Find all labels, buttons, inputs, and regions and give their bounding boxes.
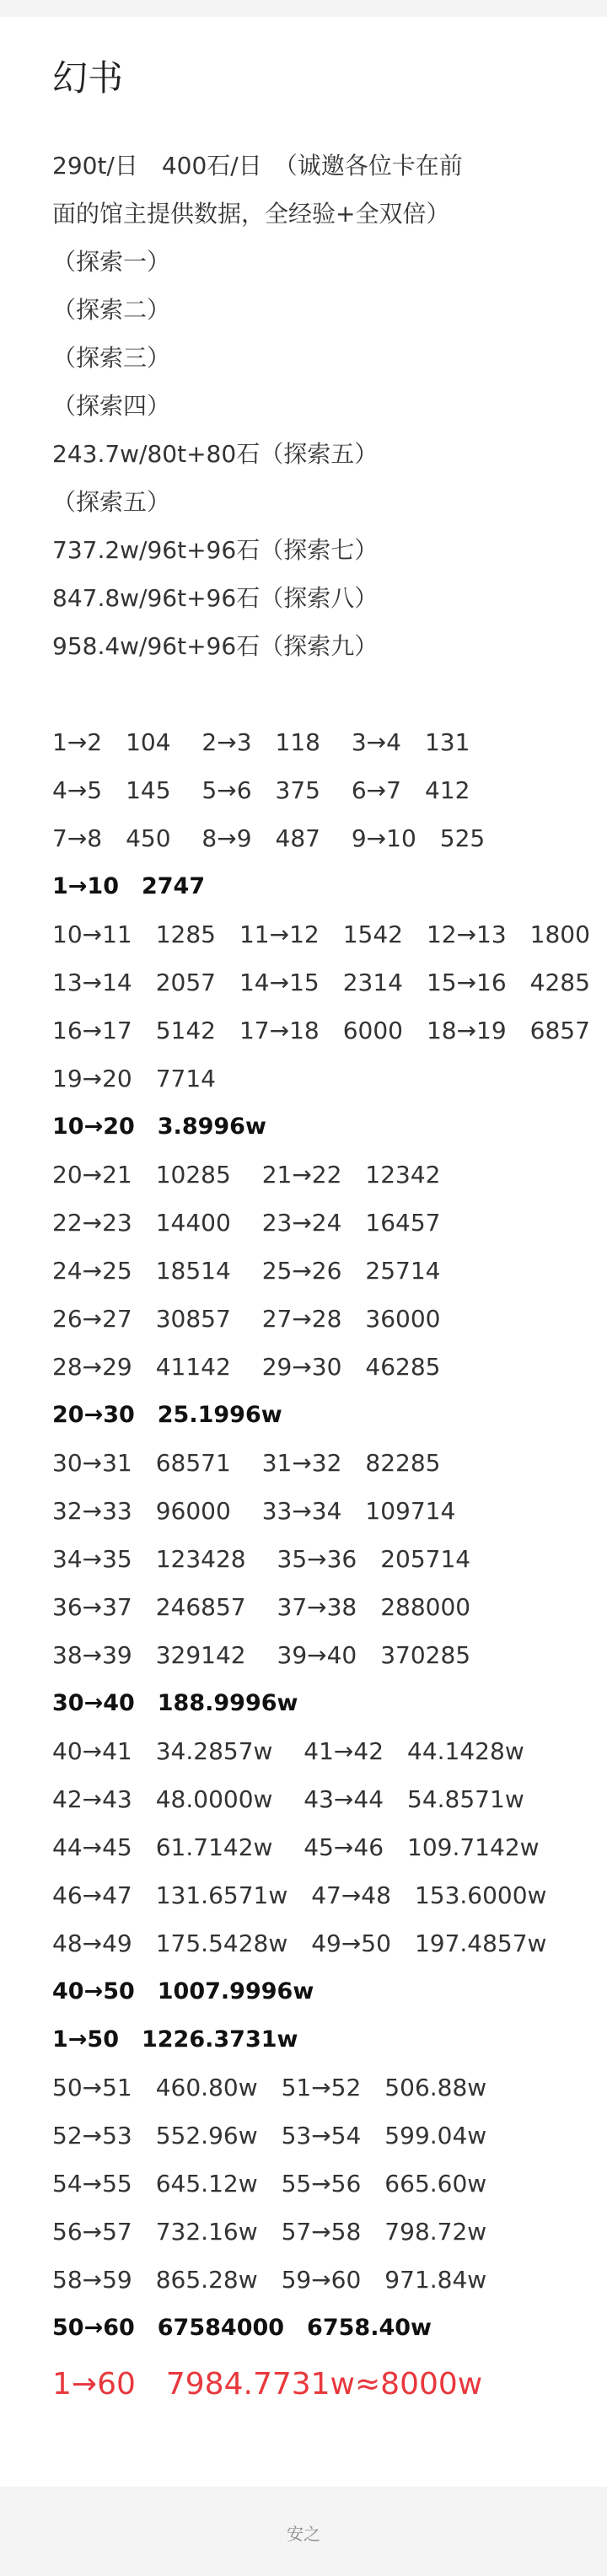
text-line: 1→2 104 2→3 118 3→4 131	[52, 728, 470, 756]
blank-line	[52, 670, 575, 718]
text-line: 13→14 2057 14→15 2314 15→16 4285	[52, 969, 590, 996]
summary-line: 30→40 188.9996w	[52, 1690, 298, 1716]
summary-line: 20→30 25.1996w	[52, 1402, 282, 1428]
text-line: 290t/日 400石/日 （诚邀各位卡在前	[52, 152, 463, 180]
summary-line: 50→60 67584000 6758.40w	[52, 2315, 432, 2341]
text-line: 10→11 1285 11→12 1542 12→13 1800	[52, 920, 590, 948]
text-line: 30→31 68571 31→32 82285	[52, 1449, 441, 1477]
text-line: 46→47 131.6571w 47→48 153.6000w	[52, 1881, 547, 1909]
text-line: （探索四）	[52, 392, 171, 420]
text-line: 38→39 329142 39→40 370285	[52, 1641, 471, 1669]
text-line: 20→21 10285 21→22 12342	[52, 1161, 441, 1189]
text-line: 19→20 7714	[52, 1065, 216, 1092]
text-line: 737.2w/96t+96石（探索七）	[52, 536, 379, 564]
text-line: 36→37 246857 37→38 288000	[52, 1593, 471, 1621]
text-line: 847.8w/96t+96石（探索八）	[52, 584, 379, 612]
text-line: 面的馆主提供数据，全经验+全双倍）	[52, 200, 450, 228]
text-line: 22→23 14400 23→24 16457	[52, 1209, 441, 1237]
total-highlight-line: 1→60 7984.7731w≈8000w	[52, 2367, 483, 2402]
text-line: 26→27 30857 27→28 36000	[52, 1305, 441, 1333]
text-line: （探索二）	[52, 296, 171, 324]
text-line: 4→5 145 5→6 375 6→7 412	[52, 776, 470, 804]
text-line: 50→51 460.80w 51→52 506.88w	[52, 2074, 487, 2101]
author-name: 安之	[287, 2524, 320, 2544]
footer	[0, 2487, 607, 2576]
text-line: 16→17 5142 17→18 6000 18→19 6857	[52, 1017, 590, 1044]
text-line: （探索五）	[52, 488, 171, 516]
text-line: 958.4w/96t+96石（探索九）	[52, 632, 379, 660]
page-title: 幻书	[52, 57, 124, 99]
top-margin-strip	[0, 0, 607, 17]
text-line: 44→45 61.7142w 45→46 109.7142w	[52, 1833, 540, 1861]
article-sheet	[0, 17, 607, 2487]
article-body	[52, 142, 590, 2412]
text-line: （探索三）	[52, 344, 171, 372]
summary-line: 1→10 2747	[52, 873, 206, 899]
text-line: 52→53 552.96w 53→54 599.04w	[52, 2122, 487, 2149]
summary-line: 10→20 3.8996w	[52, 1114, 266, 1140]
text-line: 32→33 96000 33→34 109714	[52, 1497, 456, 1525]
text-line: 24→25 18514 25→26 25714	[52, 1257, 441, 1285]
text-line: 40→41 34.2857w 41→42 44.1428w	[52, 1737, 524, 1765]
text-line: 7→8 450 8→9 487 9→10 525	[52, 824, 486, 852]
text-line: 54→55 645.12w 55→56 665.60w	[52, 2170, 487, 2198]
text-line: 34→35 123428 35→36 205714	[52, 1545, 471, 1573]
text-line: （探索一）	[52, 248, 171, 276]
text-line: 48→49 175.5428w 49→50 197.4857w	[52, 1929, 547, 1957]
summary-line: 40→50 1007.9996w	[52, 1978, 314, 2004]
text-line: 56→57 732.16w 57→58 798.72w	[52, 2218, 487, 2246]
text-line: 58→59 865.28w 59→60 971.84w	[52, 2266, 487, 2294]
text-line: 243.7w/80t+80石（探索五）	[52, 440, 379, 468]
summary-line: 1→50 1226.3731w	[52, 2026, 298, 2053]
text-line: 42→43 48.0000w 43→44 54.8571w	[52, 1785, 524, 1813]
text-line: 28→29 41142 29→30 46285	[52, 1353, 441, 1381]
